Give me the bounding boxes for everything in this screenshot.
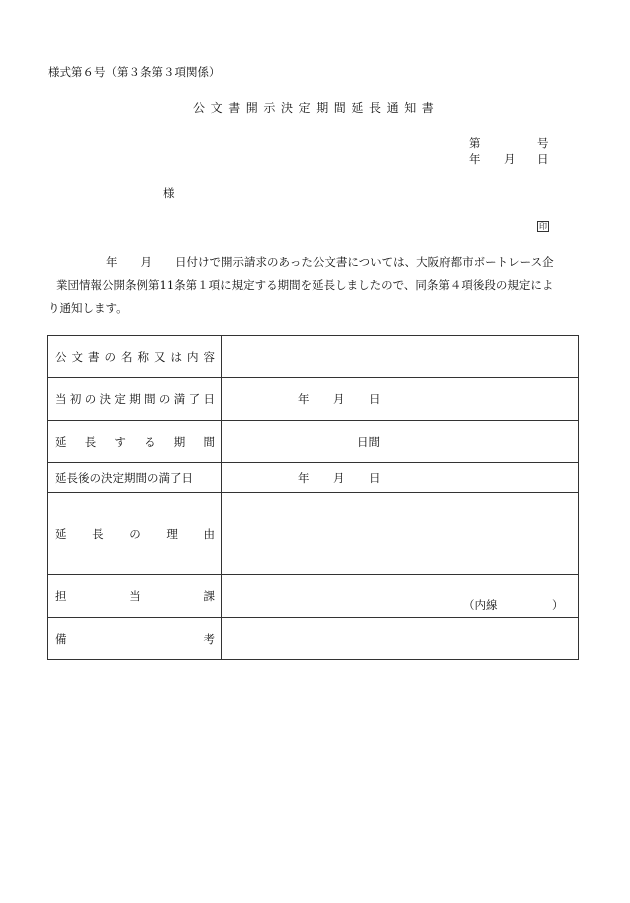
label-extension-period <box>48 421 222 463</box>
label-char: の <box>158 392 171 406</box>
label-char: 定 <box>114 392 126 406</box>
table-row-department <box>48 575 579 618</box>
label-char: 内 <box>187 349 199 364</box>
label-char: 備 <box>55 631 67 646</box>
label-char: 了 <box>188 392 201 406</box>
date-day-label: 日 <box>537 152 549 166</box>
label-char: は <box>170 349 182 364</box>
label-char: 名 <box>121 349 133 364</box>
extension-close-label: ） <box>552 598 564 612</box>
label-char: 当 <box>129 589 141 603</box>
label-char: の <box>84 392 97 406</box>
label-char: 決 <box>99 392 112 406</box>
date-year-label: 年 <box>469 152 481 166</box>
label-text: 延長後の決定期間の満了日 <box>55 470 193 485</box>
table-row-remarks <box>48 618 579 660</box>
label-char: 間 <box>144 392 156 406</box>
label-char: 長 <box>84 434 97 449</box>
day-label: 日 <box>369 392 381 406</box>
label-char: 理 <box>166 526 178 541</box>
value-new-deadline <box>222 463 579 493</box>
year-label: 年 <box>298 392 310 406</box>
label-char: 書 <box>88 349 100 364</box>
label-text <box>55 391 215 407</box>
label-char: す <box>114 434 126 449</box>
label-char: 当 <box>55 392 67 406</box>
document-title: 公文書開示決定期間延長通知書 <box>193 101 440 115</box>
label-char: 考 <box>203 631 215 646</box>
value-extension-period <box>222 421 579 463</box>
info-table <box>47 335 579 660</box>
label-char: 容 <box>203 349 215 364</box>
month-label: 月 <box>333 471 345 485</box>
label-char: 文 <box>71 349 83 364</box>
label-char: 由 <box>203 526 215 541</box>
label-char: 担 <box>55 589 67 603</box>
body-line-1: 年 月 日付けで開示請求のあった公文書については、大阪府都市ボートレース企 <box>106 255 554 269</box>
number-suffix: 号 <box>537 136 549 150</box>
month-label: 月 <box>333 392 345 406</box>
label-text <box>55 349 215 365</box>
value-remarks <box>222 618 579 660</box>
value-reason <box>222 493 579 575</box>
label-text <box>55 526 215 542</box>
label-reason <box>48 493 222 575</box>
label-char: 日 <box>203 392 215 406</box>
label-new-deadline <box>48 463 222 493</box>
value-original-deadline <box>222 378 579 421</box>
table-row-reason <box>48 493 579 575</box>
label-char: 期 <box>129 392 141 406</box>
label-char: 称 <box>137 349 149 364</box>
label-char: 初 <box>69 392 82 406</box>
days-unit-label: 日間 <box>357 435 380 449</box>
label-document-name <box>48 336 222 378</box>
table-row-new-deadline <box>48 463 579 493</box>
form-number: 様式第６号（第３条第３項関係） <box>48 65 221 79</box>
table-row-extension-period <box>48 421 579 463</box>
label-char: 長 <box>92 526 104 541</box>
value-document-name <box>222 336 579 378</box>
label-char: 期 <box>173 434 186 449</box>
label-original-deadline <box>48 378 222 421</box>
seal-mark: 印 <box>539 222 547 231</box>
label-text <box>55 588 215 604</box>
label-char: の <box>129 526 141 541</box>
date-month-label: 月 <box>504 152 516 166</box>
label-char: 公 <box>55 349 67 364</box>
label-char: る <box>144 434 156 449</box>
label-remarks <box>48 618 222 660</box>
body-text <box>48 251 554 320</box>
extension-open-label: （内線 <box>463 598 498 612</box>
addressee-honorific: 様 <box>163 186 175 200</box>
number-prefix: 第 <box>469 136 481 150</box>
label-department <box>48 575 222 618</box>
label-char: 満 <box>173 392 186 406</box>
value-department <box>222 575 579 618</box>
label-char: 延 <box>55 526 67 541</box>
body-line-2: 業団情報公開条例第11条第１項に規定する期間を延長しましたので、同条第４項後段の規定によ <box>56 278 554 292</box>
label-char: 課 <box>203 589 215 603</box>
body-line-3: り通知します。 <box>48 301 128 315</box>
day-label: 日 <box>369 471 381 485</box>
year-label: 年 <box>298 471 310 485</box>
label-char: の <box>104 349 116 364</box>
label-char: 又 <box>154 349 166 364</box>
label-char: 間 <box>203 434 215 449</box>
label-text <box>55 631 215 647</box>
label-char: 延 <box>55 434 67 449</box>
table-row-document-name <box>48 336 579 378</box>
table-row-original-deadline <box>48 378 579 421</box>
label-text <box>55 434 215 450</box>
